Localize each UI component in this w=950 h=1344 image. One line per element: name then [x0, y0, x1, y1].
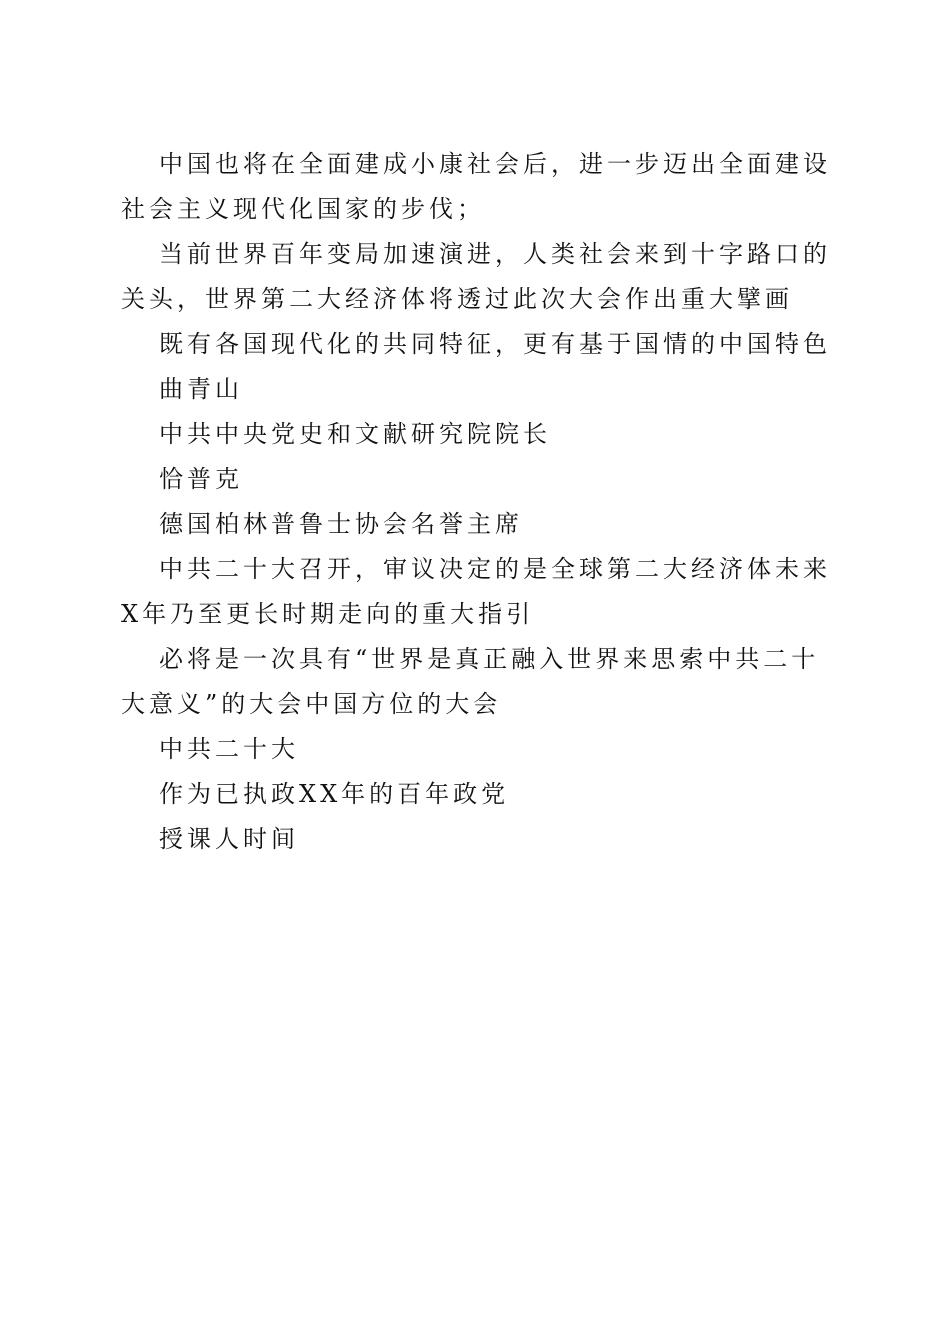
speaker-name-qiapuke: 恰普克: [159, 465, 243, 493]
paragraph-congress-significance: 必将是一次具有“世界是真正融入世界来思索中共二十大意义”的大会中国方位的大会: [121, 645, 820, 718]
paragraph-chinese-characteristics: 既有各国现代化的共同特征，更有基于国情的中国特色: [159, 330, 831, 358]
paragraph-century-party: 作为已执政XX年的百年政党: [159, 780, 510, 808]
speaker-title-qiapuke: 德国柏林普鲁士协会名誉主席: [159, 510, 523, 538]
paragraph-modernization: 中国也将在全面建成小康社会后，进一步迈出全面建设社会主义现代化国家的步伐；: [121, 150, 831, 223]
lecturer-time-label: 授课人时间: [159, 825, 299, 853]
speaker-title-qu-qingshan: 中共中央党史和文献研究院院长: [159, 420, 551, 448]
heading-20th-congress: 中共二十大: [159, 735, 299, 763]
document-body: [121, 142, 833, 862]
speaker-name-qu-qingshan: 曲青山: [159, 375, 243, 403]
paragraph-congress-convened: 中共二十大召开，审议决定的是全球第二大经济体未来X年乃至更长时期走向的重大指引: [121, 555, 831, 628]
paragraph-world-changes: 当前世界百年变局加速演进，人类社会来到十字路口的关头，世界第二大经济体将透过此次大会作出重大擘画: [121, 240, 831, 313]
